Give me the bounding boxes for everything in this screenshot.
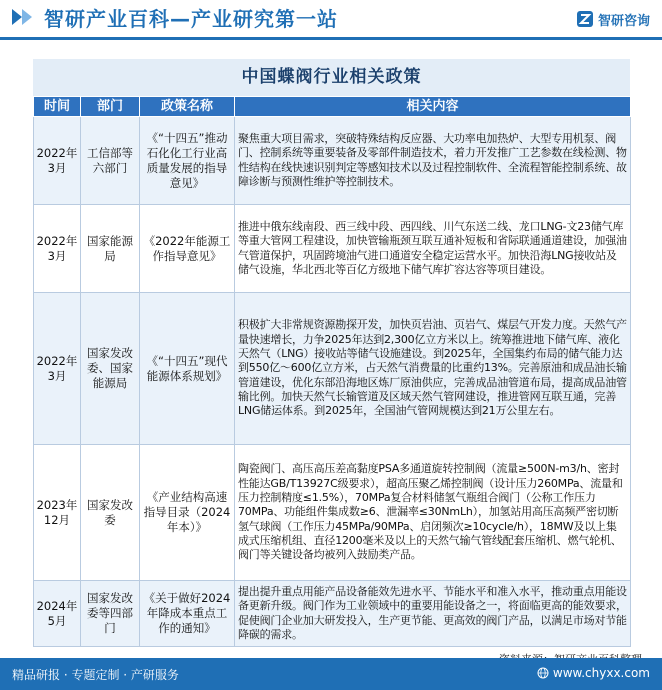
cell-dept: 国家发改委、国家能源局	[81, 293, 140, 445]
cell-time: 2022年3月	[34, 293, 81, 445]
cell-policy: 《2022年能源工作指导意见》	[140, 205, 235, 293]
footer-url-text: www.chyxx.com	[552, 666, 650, 680]
table-row	[34, 205, 631, 293]
column-header-policy: 政策名称	[140, 97, 235, 117]
footer-url-link[interactable]	[537, 666, 650, 680]
table-header-row	[34, 97, 631, 117]
policy-table-frame	[33, 59, 630, 649]
cell-policy: 《“十四五”现代能源体系规划》	[140, 293, 235, 445]
cell-time: 2022年3月	[34, 205, 81, 293]
cell-dept: 国家能源局	[81, 205, 140, 293]
cell-content: 提出提升重点用能产品设备能效先进水平、节能水平和准入水平，推动重点用能设备更新升级。阀门作为工业领域中的重要用能设备之一，将面临更高的能效要求，促使阀门企业加大研发投入，生产更节能、更高效的阀门产品，以满足市场对节能降碳的需求。	[235, 581, 631, 647]
cell-content: 积极扩大非常规资源勘探开发，加快页岩油、页岩气、煤层气开发力度。天然气产量快速增长，力争2025年达到2,300亿立方米以上。统筹推进地下储气库、液化天然气（LNG）接收站等储气设施建设。到2025年，全国集约布局的储气能力达到550亿～600亿立方米，占天然气消费量的比重约13%。完善原油和成品油长输管道建设，优化东部沿海地区炼厂原油供应，完善成品油管道布局，提高成品油管输比例。加快天然气长输管道及区域天然气管网建设，推进管网互联互通，完善LNG储运体系。到2025年，全国油气管网规模达到21万公里左右。	[235, 293, 631, 445]
table-row	[34, 445, 631, 581]
table-row	[34, 117, 631, 205]
header-arrow-icon	[12, 9, 22, 25]
cell-time: 2022年3月	[34, 117, 81, 205]
cell-content: 陶瓷阀门、高压高压差高黏度PSA多通道旋转控制阀（流量≥500N-m3/h、密封性能达GB/T13927C级要求），超高压聚乙烯控制阀（设计压力260MPa、流量和压力控制精度≤1.5%），70MPa复合材料储氢气瓶组合阀门（公称工作压力70MPa、功能组件集成数≥6、泄漏率≤30NmLh），加氢站用高压高频严密切断氢气球阀（工作压力45MPa/90MPa、启闭频次≥10cycle/h），18MW及以上集成式压缩机组、直径1200毫米及以上的天然气输气管线配套压缩机、燃气轮机、阀门等关键设备均被列入鼓励类产品。	[235, 445, 631, 581]
footer-slogan: 精品研报 · 专题定制 · 产研服务	[12, 668, 179, 682]
site-title: 智研产业百科—产业研究第一站	[44, 7, 338, 31]
page-header	[0, 0, 662, 40]
cell-policy: 《关于做好2024年降成本重点工作的通知》	[140, 581, 235, 647]
column-header-content: 相关内容	[235, 97, 631, 117]
policy-table	[33, 96, 631, 647]
cell-dept: 国家发改委	[81, 445, 140, 581]
cell-time: 2023年12月	[34, 445, 81, 581]
globe-icon	[537, 667, 549, 679]
table-row	[34, 581, 631, 647]
cell-policy: 《产业结构高速指导目录（2024年本）》	[140, 445, 235, 581]
cell-dept: 国家发改委等四部门	[81, 581, 140, 647]
table-title: 中国蝶阀行业相关政策	[33, 59, 630, 96]
column-header-dept: 部门	[81, 97, 140, 117]
brand-logo[interactable]	[576, 9, 650, 29]
column-header-time: 时间	[34, 97, 81, 117]
cell-time: 2024年5月	[34, 581, 81, 647]
cell-content: 推进中俄东线南段、西三线中段、西四线、川气东送二线、龙口LNG-文23储气库等重大管网工程建设，加快管输瓶颈互联互通补短板和省际联通通道建设，加强油气管道保护，巩固跨境油气进口通道安全稳定运营水平。加快沿海LNG接收站及储气设施，华北西北等百亿方级地下储气库扩容达容等项目建设。	[235, 205, 631, 293]
header-arrow-icon-light	[22, 9, 32, 25]
zhiyan-logo-icon	[576, 10, 594, 28]
table-row	[34, 293, 631, 445]
cell-content: 聚焦重大项目需求，突破特殊结构反应器、大功率电加热炉、大型专用机泵、阀门、控制系统等重要装备及零部件制造技术，着力开发推广工艺参数在线检测、物性结构在线快速识别判定等感知技术以及过程控制软件、全流程智能控制系统、故障诊断与预测性维护等控制技术。	[235, 117, 631, 205]
page-footer	[0, 658, 662, 690]
cell-policy: 《“十四五”推动石化化工行业高质量发展的指导意见》	[140, 117, 235, 205]
logo-text: 智研咨询	[597, 13, 650, 29]
cell-dept: 工信部等六部门	[81, 117, 140, 205]
